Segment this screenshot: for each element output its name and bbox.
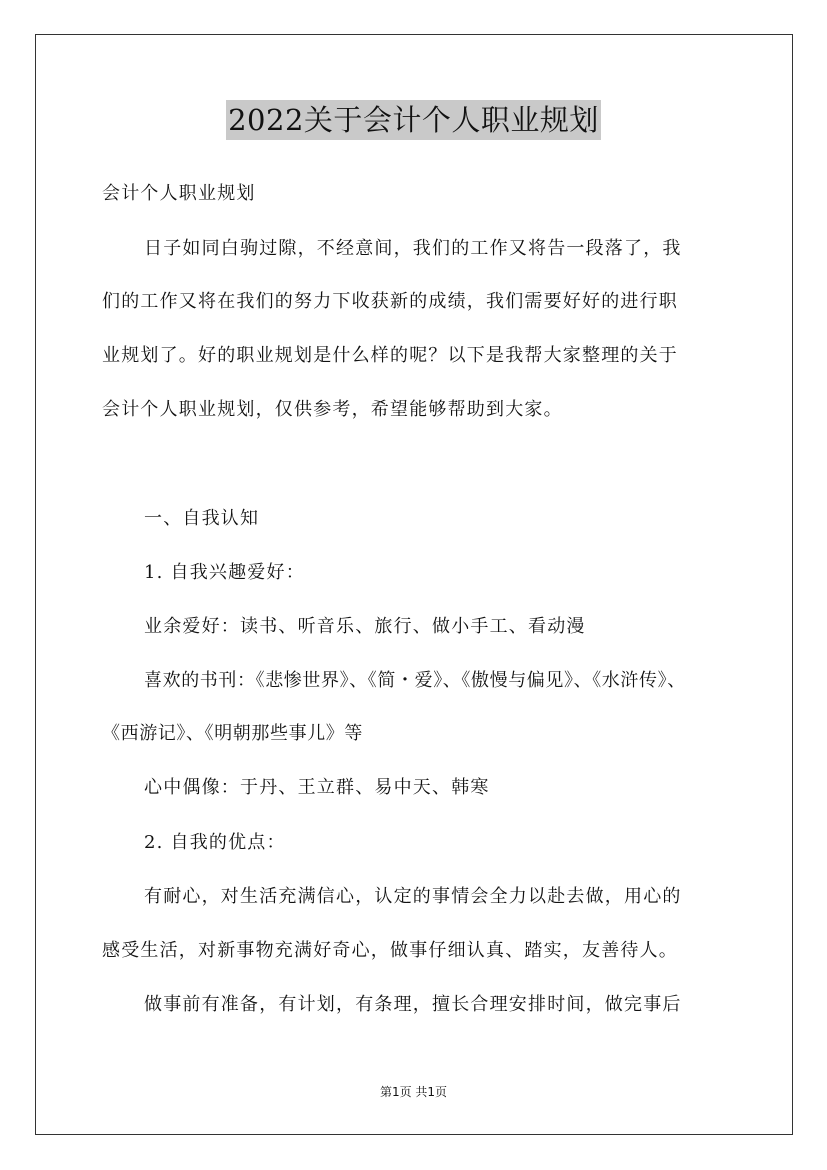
paragraph-line: 业规划了。好的职业规划是什么样的呢？以下是我帮大家整理的关于 <box>102 345 678 366</box>
idols-line: 心中偶像：于丹、王立群、易中天、韩寒 <box>144 777 490 798</box>
paragraph-line: 日子如同白驹过隙，不经意间，我们的工作又将告一段落了，我 <box>144 238 682 259</box>
subtitle: 会计个人职业规划 <box>102 183 256 204</box>
item-heading: 1. 自我兴趣爱好： <box>144 562 305 583</box>
item-heading: 2. 自我的优点： <box>144 832 286 853</box>
paragraph-line: 们的工作又将在我们的努力下收获新的成绩，我们需要好好的进行职 <box>102 291 678 312</box>
strengths-line: 感受生活，对新事物充满好奇心，做事仔细认真、踏实，友善待人。 <box>102 940 678 961</box>
hobbies-line: 业余爱好：读书、听音乐、旅行、做小手工、看动漫 <box>144 616 586 637</box>
paragraph-line: 会计个人职业规划，仅供参考，希望能够帮助到大家。 <box>102 399 563 420</box>
strengths-line: 有耐心，对生活充满信心，认定的事情会全力以赴去做，用心的 <box>144 886 682 907</box>
books-line: 喜欢的书刊：《悲惨世界》、《简・爱》、《傲慢与偏见》、《水浒传》、 <box>144 670 686 691</box>
document-title: 2022关于会计个人职业规划 <box>226 100 601 140</box>
page-footer: 第1页 共1页 <box>379 1085 448 1099</box>
prep-line: 做事前有准备，有计划，有条理，擅长合理安排时间，做完事后 <box>144 994 682 1015</box>
title-container <box>0 100 827 140</box>
section-heading: 一、自我认知 <box>144 508 260 529</box>
books-line: 《西游记》、《明朝那些事儿》等 <box>102 723 363 744</box>
